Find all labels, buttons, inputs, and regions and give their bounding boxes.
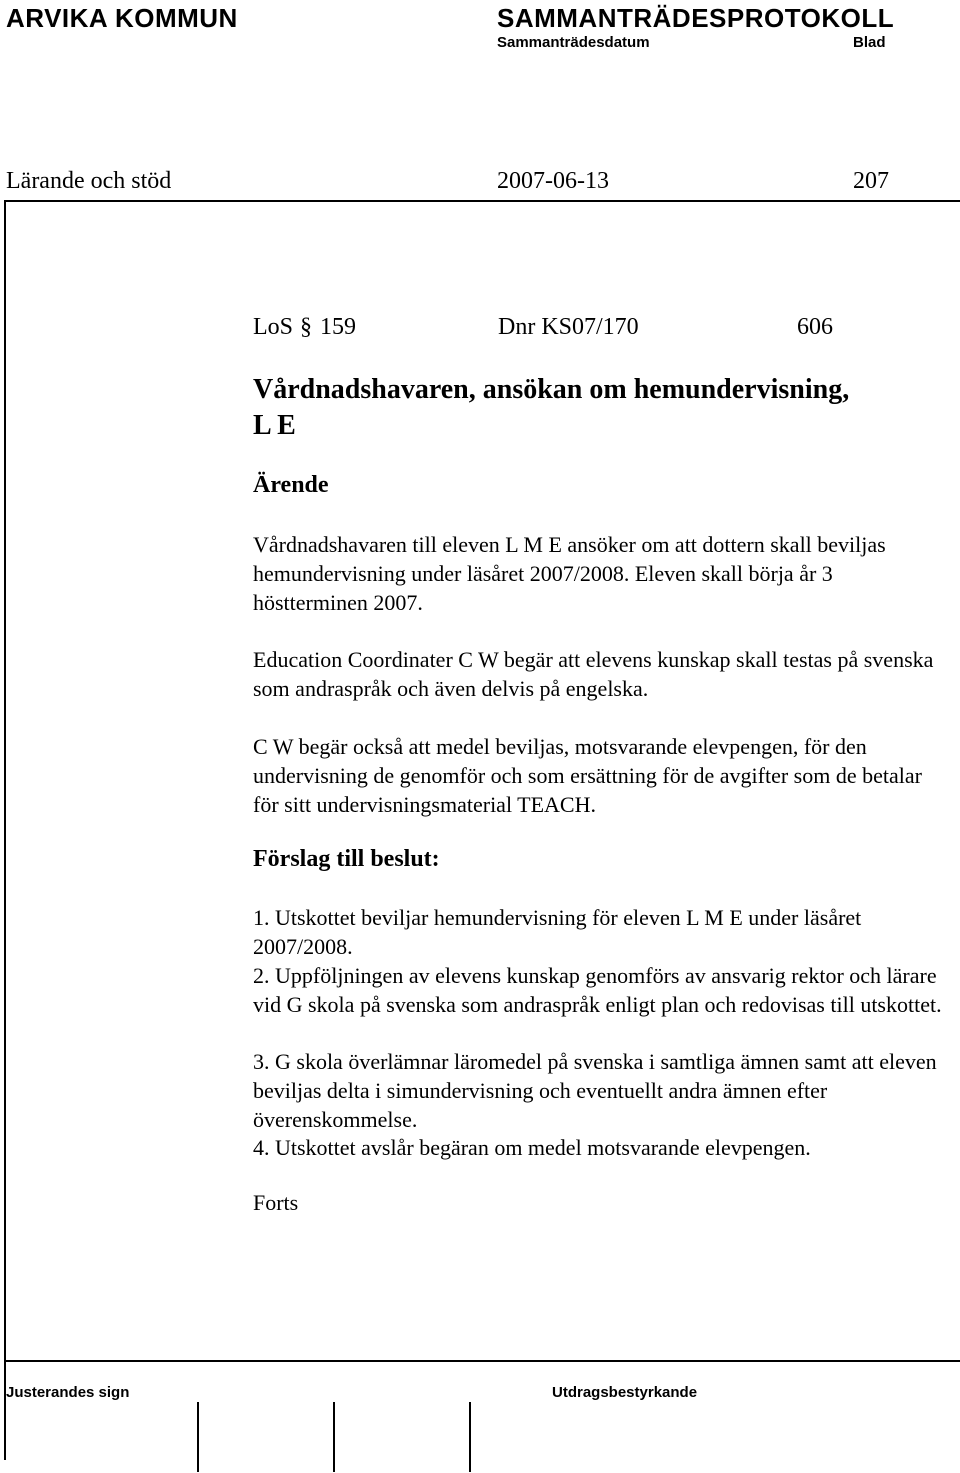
body-paragraph-2: Education Coordinater C W begär att elevens kunskap skall testas på svenska som andraspråk och även delvis på engelska. [253,647,934,701]
meeting-date-label: Sammanträdesdatum [497,34,650,51]
section-sign: § [300,314,312,340]
item-title-line1: Vårdnadshavaren, ansökan om hemundervisning, [253,374,850,405]
arende-heading: Ärende [253,472,329,498]
committee-name: Lärande och stöd [6,168,172,194]
signature-divider-2 [333,1402,335,1472]
document-type: SAMMANTRÄDESPROTOKOLL [497,3,895,33]
left-rule [4,200,6,1460]
paragraph-id: LoS [253,314,294,340]
meeting-date: 2007-06-13 [497,168,609,194]
case-number: Dnr KS07/170 [498,314,639,340]
proposal-heading [253,846,440,873]
proposal-heading-text: Förslag till beslut: [253,846,440,872]
proposal-1: 1. Utskottet beviljar hemundervisning för eleven L M E under läsåret 2007/2008. [253,905,862,959]
paragraph-number: 159 [320,314,356,340]
top-rule [4,200,960,202]
signature-divider-1 [197,1402,199,1472]
proposal-3: 3. G skola överlämnar läromedel på svenska i samtliga ämnen samt att eleven beviljas delta i simundervisning och eventuellt andra ämnen efter överenskommelse. [253,1049,937,1132]
organization-name: ARVIKA KOMMUN [6,3,238,33]
proposal-4: 4. Utskottet avslår begäran om medel motsvarande elevpengen. [253,1135,811,1160]
case-code: 606 [797,314,833,340]
continued-note: Forts [253,1190,299,1215]
signature-label: Justerandes sign [6,1384,130,1401]
page-label: Blad [853,34,886,51]
proposal-2: 2. Uppföljningen av elevens kunskap genomförs av ansvarig rektor och lärare vid G skola på svenska som andraspråk enligt plan och redovisas till utskottet. [253,963,942,1017]
body-paragraph-3: C W begär också att medel beviljas, motsvarande elevpengen, för den undervisning de genomför och som ersättning för de avgifter som de betalar för sitt undervisningsmaterial TEACH. [253,734,922,817]
signature-divider-3 [469,1402,471,1472]
page-number: 207 [853,168,889,194]
footer-rule [4,1360,960,1362]
extract-certification-label: Utdragsbestyrkande [552,1384,698,1401]
body-paragraph-1: Vårdnadshavaren till eleven L M E ansöker om att dottern skall beviljas hemundervisning under läsåret 2007/2008. Eleven skall börja år 3 höstterminen 2007. [253,532,886,615]
item-title-line2: L E [253,410,296,441]
